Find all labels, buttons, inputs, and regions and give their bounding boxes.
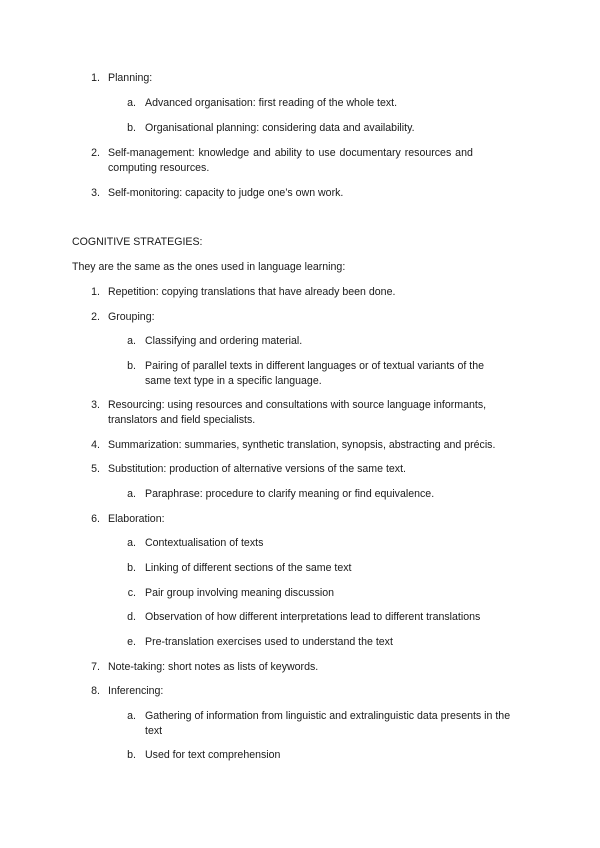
- list-letter: a.: [127, 488, 136, 500]
- list-item-line: same text type in a specific language.: [145, 375, 322, 387]
- list-item: Linking of different sections of the same text: [145, 562, 352, 574]
- list-item: Contextualisation of texts: [145, 537, 264, 549]
- list-item-line: text: [145, 725, 163, 737]
- list-item: Self-monitoring: capacity to judge one’s own work.: [108, 187, 344, 199]
- list-number: 6.: [91, 513, 100, 525]
- list-letter: a.: [127, 710, 136, 722]
- list-item: Used for text comprehension: [145, 749, 281, 761]
- list-number: 7.: [91, 661, 100, 673]
- list-item: Note-taking: short notes as lists of keywords.: [108, 661, 319, 673]
- list-letter: a.: [127, 335, 136, 347]
- section-heading: COGNITIVE STRATEGIES:: [72, 236, 203, 248]
- list-item: Pair group involving meaning discussion: [145, 587, 335, 599]
- list-letter: a.: [127, 537, 136, 549]
- list-item-line: Resourcing: using resources and consultations with source language informants,: [108, 399, 487, 411]
- list-item: Planning:: [108, 72, 153, 84]
- list-letter: c.: [127, 587, 136, 599]
- list-item-line: translators and field specialists.: [108, 414, 256, 426]
- list-letter: a.: [127, 97, 136, 109]
- list-number: 8.: [91, 685, 100, 697]
- list-item: Summarization: summaries, synthetic translation, synopsis, abstracting and précis.: [108, 439, 496, 451]
- list-item: Inferencing:: [108, 685, 164, 697]
- list-item: Organisational planning: considering data and availability.: [145, 122, 415, 134]
- list-letter: b.: [127, 360, 136, 372]
- list-item-line: Gathering of information from linguistic and extralinguistic data presents in the: [145, 710, 511, 722]
- list-item: Advanced organisation: first reading of the whole text.: [145, 97, 398, 109]
- list-item-line: Self-management: knowledge and ability to use documentary resources and: [108, 147, 473, 159]
- list-number: 2.: [91, 311, 100, 323]
- list-item-line: computing resources.: [108, 162, 210, 174]
- list-number: 2.: [91, 147, 100, 159]
- list-number: 1.: [91, 286, 100, 298]
- list-item: Substitution: production of alternative versions of the same text.: [108, 463, 406, 475]
- list-letter: b.: [127, 122, 136, 134]
- list-item: Observation of how different interpretations lead to different translations: [145, 611, 481, 623]
- list-item: Repetition: copying translations that have already been done.: [108, 286, 396, 298]
- list-number: 3.: [91, 399, 100, 411]
- list-item: Paraphrase: procedure to clarify meaning or find equivalence.: [145, 488, 435, 500]
- list-item: Pre-translation exercises used to understand the text: [145, 636, 393, 648]
- list-letter: b.: [127, 749, 136, 761]
- list-item: Grouping:: [108, 311, 155, 323]
- list-item: Elaboration:: [108, 513, 165, 525]
- list-letter: d.: [127, 611, 136, 623]
- list-number: 3.: [91, 187, 100, 199]
- list-item: Classifying and ordering material.: [145, 335, 303, 347]
- list-number: 4.: [91, 439, 100, 451]
- list-item-line: Pairing of parallel texts in different languages or of textual variants of the: [145, 360, 485, 372]
- section-intro: They are the same as the ones used in language learning:: [72, 261, 346, 273]
- list-letter: e.: [127, 636, 136, 648]
- list-number: 1.: [91, 72, 100, 84]
- list-number: 5.: [91, 463, 100, 475]
- list-letter: b.: [127, 562, 136, 574]
